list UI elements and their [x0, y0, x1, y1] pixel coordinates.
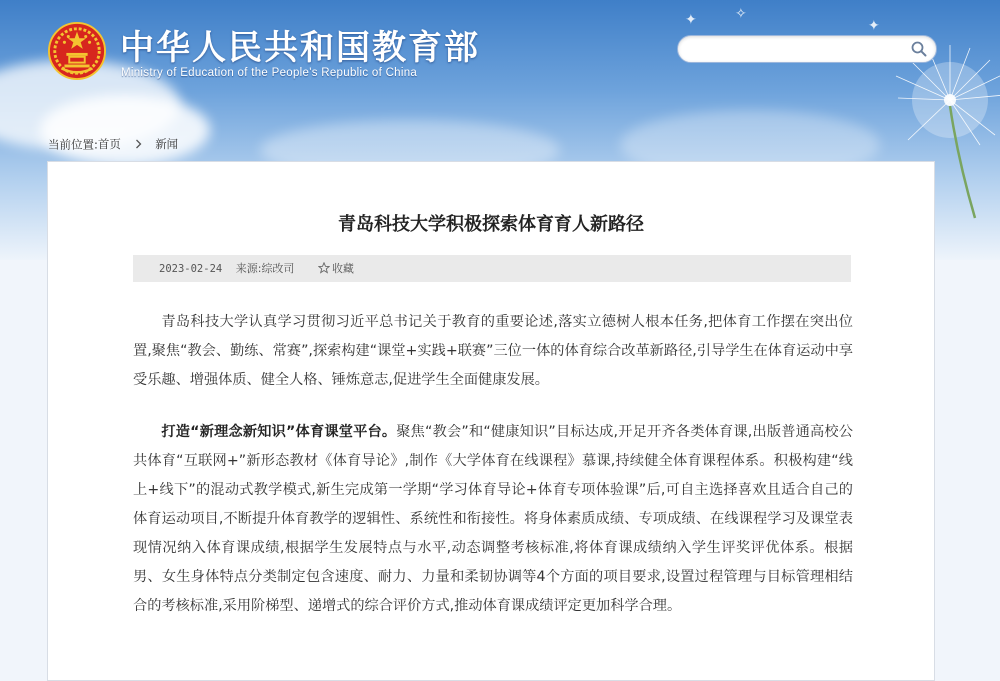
chevron-right-icon	[135, 138, 142, 152]
article-meta-bar	[133, 255, 851, 282]
cloud-decoration	[40, 95, 210, 165]
sparkle-icon: ✧	[735, 6, 747, 22]
favorite-label: 收藏	[331, 262, 354, 275]
breadcrumb-news-link[interactable]: 新闻	[155, 137, 179, 151]
search-box[interactable]	[677, 35, 937, 63]
breadcrumb	[48, 136, 178, 153]
source-label: 来源:	[235, 262, 262, 275]
search-input[interactable]	[690, 36, 914, 62]
article-container	[47, 161, 935, 681]
article-date: 2023-02-24	[159, 263, 223, 275]
site-subtitle: Ministry of Education of the People's Republic of China	[121, 67, 418, 79]
site-title[interactable]: 中华人民共和国教育部	[120, 28, 480, 68]
breadcrumb-home-link[interactable]: 首页	[97, 137, 121, 151]
article-title: 青岛科技大学积极探索体育育人新路径	[338, 214, 644, 235]
breadcrumb-label: 当前位置:	[48, 137, 98, 152]
sparkle-icon: ✦	[868, 18, 880, 34]
national-emblem-icon	[48, 22, 106, 80]
article-source: 综改司	[261, 262, 295, 275]
search-icon[interactable]	[910, 40, 928, 58]
paragraph-lead: 打造“新理念新知识”体育课堂平台。	[161, 424, 397, 440]
article-body	[133, 308, 853, 644]
star-outline-icon	[318, 262, 330, 274]
article-paragraph: 青岛科技大学认真学习贯彻习近平总书记关于教育的重要论述,落实立德树人根本任务,把体育工作摆在突出位置,聚焦“教会、勤练、常赛”,探索构建“课堂+实践+联赛”三位一体的体育综合改革新路径,引导学生在体育运动中享受乐趣、增强体质、健全人格、锤炼意志,促进学生全面健康发展。	[133, 314, 853, 388]
sparkle-icon: ✦	[685, 12, 697, 28]
article-paragraph	[133, 418, 853, 621]
favorite-button[interactable]	[318, 262, 354, 275]
paragraph-body: 聚焦“教会”和“健康知识”目标达成,开足开齐各类体育课,出版普通高校公共体育“互联网+”新形态教材《体育导论》,制作《大学体育在线课程》慕课,持续健全体育课程体系。积极构建“线上+线下”的混动式教学模式,新生完成第一学期“学习体育导论+体育专项体验课”后,可自主选择喜欢且适合自己的体育运动项目,不断提升体育教学的逻辑性、系统性和衔接性。将身体素质成绩、专项成绩、在线课程学习及课堂表现情况纳入体育课成绩,根据学生发展特点与水平,动态调整考核标准,将体育课成绩纳入学生评奖评优体系。根据男、女生身体特点分类制定包含速度、耐力、力量和柔韧协调等4个方面的项目要求,设置过程管理与目标管理相结合的考核标准,采用阶梯型、递增式的综合评价方式,推动体育课成绩评定更加科学合理。	[133, 424, 853, 614]
